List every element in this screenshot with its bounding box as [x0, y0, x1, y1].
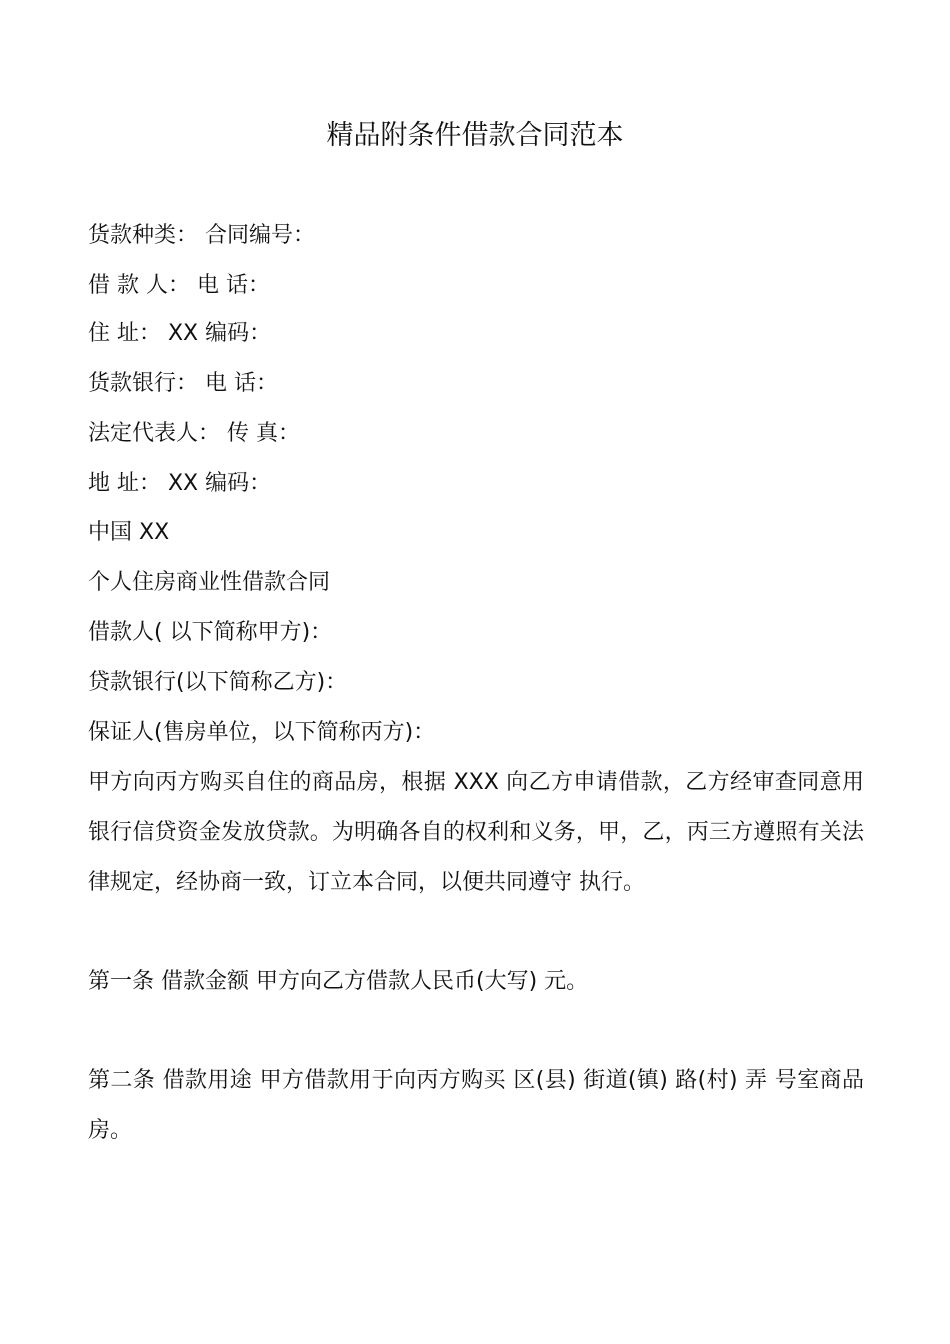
loan-type-line: 货款种类： 合同编号：: [88, 223, 315, 248]
legal-representative-line: 法定代表人： 传 真：: [88, 421, 300, 446]
contract-name-line: 个人住房商业性借款合同: [88, 570, 331, 595]
lending-bank-line: 货款银行： 电 话：: [88, 371, 278, 396]
bank-address-line: 地 址： XX 编码：: [88, 471, 272, 496]
party-b-line: 贷款银行(以下简称乙方)：: [88, 670, 348, 695]
article-1-paragraph: 第一条 借款金额 甲方向乙方借款人民币(大写) 元。: [88, 969, 589, 994]
article-2-paragraph: 第二条 借款用途 甲方借款用于向丙方购买 区(县) 街道(镇) 路(村) 弄 号室商品房。: [88, 1068, 864, 1143]
country-line: 中国 XX: [88, 520, 170, 545]
address-line: 住 址： XX 编码：: [88, 321, 272, 346]
party-a-line: 借款人( 以下简称甲方)：: [88, 620, 333, 645]
preamble-paragraph: 甲方向丙方购买自住的商品房，根据 XXX 向乙方申请借款，乙方经审查同意用银行信贷资金发放贷款。为明确各自的权利和义务，甲，乙，丙三方遵照有关法律规定，经协商一致，订立本合同，以便共同遵守 执行。: [88, 770, 864, 895]
document-title: 精品附条件借款合同范本: [326, 120, 624, 151]
borrower-line: 借 款 人： 电 话：: [88, 273, 270, 298]
guarantor-line: 保证人(售房单位，以下简称丙方)：: [88, 720, 436, 745]
